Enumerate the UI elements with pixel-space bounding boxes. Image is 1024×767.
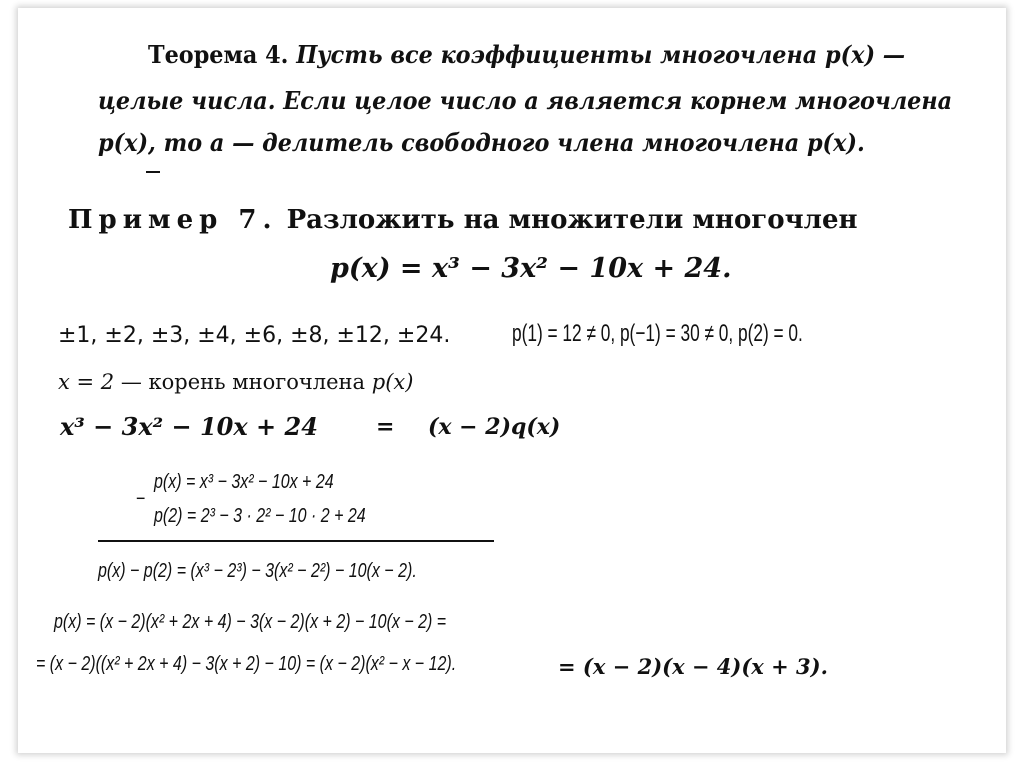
equation-sign: = [376,414,395,440]
theorem-line-2 [98,86,952,115]
example-text: Разложить на множители многочлен [286,205,858,235]
theorem-line-3 [98,128,865,157]
stray-mark [146,171,160,173]
subtraction-result: p(x) − p(2) = (x³ − 2³) − 3(x² − 2²) − 10(x − 2). [98,560,417,582]
equation-left: x³ − 3x² − 10x + 24 [60,412,318,441]
example-label: Пример 7. [68,205,278,235]
theorem-text-1: Пусть все коэффициенты многочлена p(x) — [296,40,906,69]
subtraction-row-2: p(2) = 2³ − 3 · 2² − 10 · 2 + 24 [154,505,366,527]
polynomial-formula: p(x) = x³ − 3x² − 10x + 24. [330,253,732,284]
subtraction-row-1: p(x) = x³ − 3x² − 10x + 24 [154,471,334,493]
subtraction-minus: − [136,488,146,510]
equation-right: (x − 2)q(x) [428,414,561,440]
theorem-text-2: целые числа. Если целое число a является корнем многочлена [98,86,953,115]
example-formula [330,253,732,284]
example-heading [68,205,858,235]
root-text: — корень многочлена [120,370,366,394]
theorem-label: Теорема 4. [148,40,289,69]
polynomial-values: p(1) = 12 ≠ 0, p(−1) = 30 ≠ 0, p(2) = 0. [512,320,803,347]
root-statement [58,370,413,394]
expansion-final: = (x − 2)(x − 4)(x + 3). [558,654,828,679]
slide-frame [18,8,1006,753]
expansion-line-1: p(x) = (x − 2)(x² + 2x + 4) − 3(x − 2)(x + 2) − 10(x − 2) = [54,611,447,633]
theorem-text-3: p(x), то a — делитель свободного члена многочлена p(x). [98,128,865,157]
expansion-line-2: = (x − 2)((x² + 2x + 4) − 3(x + 2) − 10) = (x − 2)(x² − x − 12). [36,653,457,675]
subtraction-rule [98,540,494,542]
root-candidates: ±1, ±2, ±3, ±4, ±6, ±8, ±12, ±24. [58,323,451,348]
root-poly: p(x) [371,370,414,394]
theorem-line-1 [148,40,905,69]
root-math: x = 2 [58,370,115,394]
